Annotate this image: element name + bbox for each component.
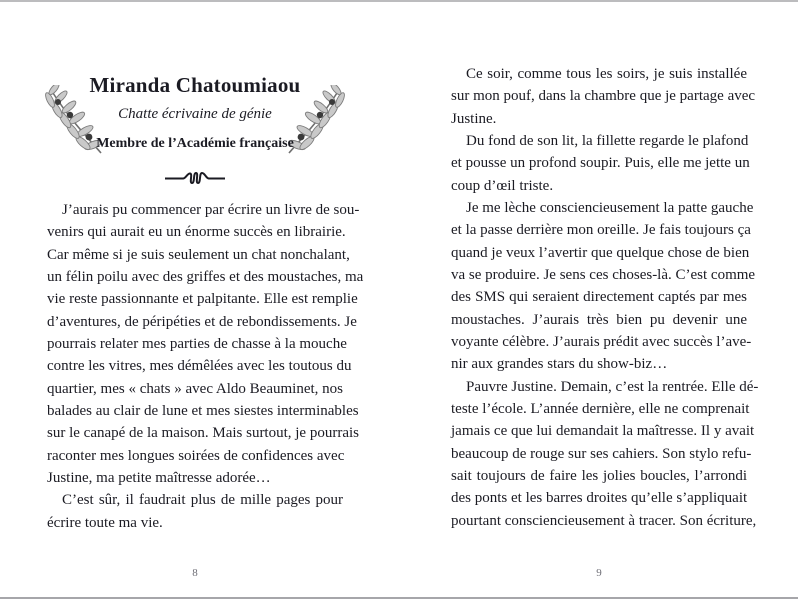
text-line: Ce soir, comme tous les soirs, je suis installée	[466, 66, 747, 82]
chapter-author-subtitle: Chatte écrivaine de génie	[118, 106, 272, 122]
text-line: des ponts et les barres droites qu’elle s’appliquait	[451, 490, 748, 507]
paragraph	[451, 376, 759, 532]
text-line: contre les vitres, mes démêlées avec les toutous du	[47, 358, 352, 375]
text-line: écrire toute ma vie.	[47, 514, 163, 531]
text-line: d’aventures, de péripéties et de rebondissements. Je	[47, 313, 357, 330]
text-line: venirs qui aurait eu un énorme succès en librairie.	[47, 224, 346, 241]
text-line: pourtant consciencieusement à tracer. Son écriture,	[451, 512, 757, 529]
text-line: coup d’œil triste.	[451, 177, 554, 194]
text-line: quartier, mes « chats » avec Aldo Beauminet, nos	[47, 380, 343, 397]
text-line: nir aux grandes stars du show-biz…	[451, 356, 668, 373]
text-line: vie reste passionnante et palpitante. Elle est remplie	[47, 291, 358, 308]
text-line: va se produire. Je sens ces choses-là. C’est comme	[451, 266, 756, 283]
chapter-author-title: Miranda Chatoumiaou	[89, 73, 301, 97]
paragraph	[47, 199, 364, 489]
left-page	[47, 0, 364, 601]
text-line: Car même si je suis seulement un chat nonchalant,	[47, 246, 350, 263]
right-page	[451, 0, 759, 601]
text-line: un félin poilu avec des griffes et des moustaches, ma	[47, 268, 364, 285]
text-line: quand je veux l’avertir que quelque chose de bien	[451, 244, 750, 261]
right-page-text	[451, 63, 759, 532]
page-number-right: 9	[596, 567, 602, 579]
text-line: C’est sûr, il faudrait plus de mille pages pour	[62, 492, 343, 509]
text-line: Pauvre Justine. Demain, c’est la rentrée. Elle dé-	[466, 378, 759, 395]
paragraph	[451, 130, 750, 197]
text-line: sur mon pouf, dans la chambre que je partage avec	[451, 88, 756, 105]
paragraph	[47, 489, 343, 534]
paragraph	[451, 197, 756, 376]
text-line: sait toujours de faire les jolies boucles, l’arrondi	[451, 467, 747, 484]
text-line: jamais ce que lui demandait la maîtresse. Il y avait	[451, 423, 755, 440]
text-line: Je me lèche consciencieusement la patte gauche	[466, 199, 754, 216]
text-line: Justine.	[451, 110, 497, 127]
text-line: et pousse un profond soupir. Puis, elle me jette un	[451, 155, 750, 172]
text-line: et la passe derrière mon oreille. Je fais toujours ça	[451, 222, 751, 239]
text-line: raconter mes longues soirées de confidences avec	[47, 447, 345, 464]
text-line: des SMS qui seraient directement captés par mes	[451, 289, 747, 306]
text-line: moustaches. J’aurais très bien pu devenir une	[451, 311, 747, 328]
page-number-left: 8	[192, 567, 198, 579]
text-line: sur le canapé de la maison. Mais surtout, je pourrais	[47, 425, 359, 442]
chapter-author-affiliation: Membre de l’Académie française	[96, 136, 294, 151]
text-line: Justine, ma petite maîtresse adorée…	[47, 469, 271, 486]
text-line: J’aurais pu commencer par écrire un livre de sou-	[62, 202, 360, 218]
text-line: pourrais relater mes parties de chasse à la mouche	[47, 335, 347, 352]
section-divider-icon	[47, 171, 343, 190]
text-line: Du fond de son lit, la fillette regarde le plafond	[466, 132, 749, 149]
text-line: beaucoup de rouge sur ses cahiers. Son stylo refu-	[451, 445, 752, 462]
text-line: voyante célèbre. J’aurais prédit avec succès l’ave-	[451, 333, 752, 350]
left-page-text	[47, 199, 364, 534]
text-line: balades au clair de lune et mes siestes interminables	[47, 402, 359, 419]
text-line: teste l’école. L’année dernière, elle ne comprenait	[451, 400, 750, 417]
paragraph	[451, 63, 756, 130]
